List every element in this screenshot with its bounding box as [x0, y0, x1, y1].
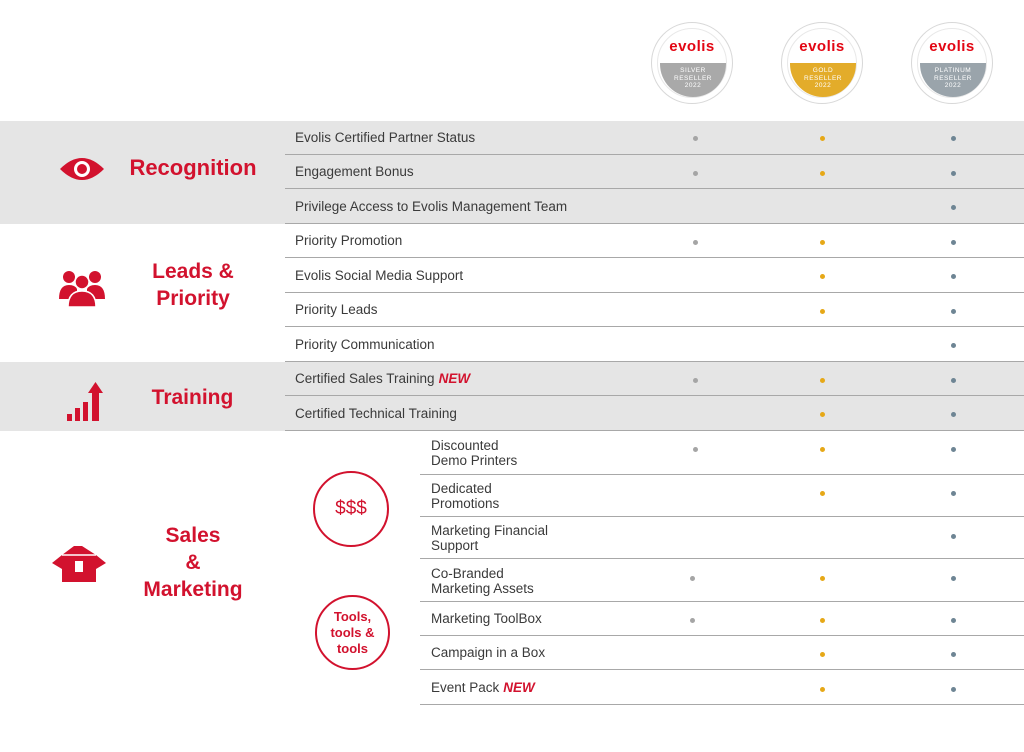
gold-dot [820, 136, 825, 141]
row-label-line1: Co-Branded [431, 565, 504, 581]
platinum-dot [951, 534, 956, 539]
table-row [420, 559, 1024, 602]
gold-dot [820, 652, 825, 657]
gold-dot [820, 274, 825, 279]
open-box-icon [52, 545, 106, 583]
row-label [295, 190, 567, 224]
platinum-dot [951, 171, 956, 176]
silver-dot [693, 171, 698, 176]
new-tag: NEW [503, 680, 535, 695]
table-row [420, 602, 1024, 636]
badge-type: RESELLER [934, 74, 972, 82]
table-row [285, 224, 1024, 258]
table-row [420, 636, 1024, 670]
gold-dot [820, 576, 825, 581]
row-label-text: Marketing ToolBox [431, 611, 542, 626]
gold-dot [820, 309, 825, 314]
gold-dot [820, 412, 825, 417]
badge-tier: PLATINUM [934, 67, 972, 74]
table-row [285, 155, 1024, 189]
row-label-text: Event Pack [431, 680, 500, 695]
row-label [431, 670, 535, 705]
table-row [285, 121, 1024, 155]
badge-type: RESELLER [804, 74, 842, 82]
badge-type: RESELLER [674, 74, 712, 82]
badge-year: 2022 [684, 82, 702, 89]
row-label-line1: Discounted [431, 438, 499, 453]
gold-reseller-badge [781, 22, 863, 104]
row-label-text: Priority Leads [295, 302, 378, 317]
tools-circle-line3: tools [336, 640, 369, 656]
silver-dot [690, 618, 695, 623]
row-label [295, 362, 470, 396]
table-row [285, 397, 1024, 431]
row-label [295, 293, 378, 327]
eye-icon [58, 155, 106, 183]
new-tag: NEW [438, 371, 471, 386]
platinum-dot [951, 491, 956, 496]
table-row [285, 190, 1024, 224]
category-leads-priority [128, 258, 258, 312]
row-label-text: Evolis Social Media Support [295, 268, 464, 283]
platinum-dot [951, 343, 956, 348]
platinum-dot [951, 652, 956, 657]
category-leads-line2: Priority [156, 287, 230, 310]
platinum-dot [951, 687, 956, 692]
growth-chart-icon [66, 380, 106, 422]
gold-dot [820, 618, 825, 623]
badge-tier: GOLD [812, 67, 834, 74]
row-label [295, 397, 457, 431]
row-label [431, 481, 591, 511]
platinum-dot [951, 240, 956, 245]
table-row [420, 475, 1024, 517]
row-label [295, 155, 414, 189]
badge-brand: evolis [799, 38, 845, 55]
table-row [285, 293, 1024, 327]
people-group-icon [59, 267, 105, 307]
tools-circle [315, 595, 390, 670]
category-sales-line2: & [185, 551, 201, 574]
gold-dot [820, 447, 825, 452]
row-label [295, 121, 475, 155]
row-label [431, 602, 542, 636]
row-label-text: Campaign in a Box [431, 645, 546, 660]
badge-year: 2022 [944, 82, 962, 89]
category-sales-marketing [128, 522, 258, 603]
platinum-dot [951, 412, 956, 417]
silver-dot [690, 576, 695, 581]
gold-dot [820, 171, 825, 176]
platinum-dot [951, 576, 956, 581]
money-circle-label: $$$ [335, 498, 367, 519]
row-label [431, 566, 591, 596]
row-label [431, 523, 591, 553]
platinum-dot [951, 274, 956, 279]
row-label [431, 636, 545, 670]
platinum-dot [951, 205, 956, 210]
table-row [285, 259, 1024, 293]
gold-dot [820, 491, 825, 496]
table-row [420, 670, 1024, 705]
row-label-line2: Marketing Assets [431, 580, 534, 596]
row-label-text: Priority Promotion [295, 233, 403, 248]
silver-dot [693, 136, 698, 141]
row-label-text: Engagement Bonus [295, 164, 414, 179]
platinum-reseller-badge [911, 22, 993, 104]
platinum-dot [951, 378, 956, 383]
row-label-line2: Support [431, 538, 479, 553]
silver-reseller-badge [651, 22, 733, 104]
platinum-dot [951, 309, 956, 314]
gold-dot [820, 687, 825, 692]
tools-circle-line2: tools & [330, 624, 375, 640]
gold-dot [820, 378, 825, 383]
badge-brand: evolis [669, 38, 715, 55]
row-label-line2: Demo Printers [431, 453, 518, 468]
platinum-dot [951, 447, 956, 452]
row-label [431, 438, 591, 468]
badge-tier: SILVER [680, 67, 706, 74]
gold-dot [820, 240, 825, 245]
row-label-line2: Promotions [431, 496, 500, 511]
silver-dot [693, 378, 698, 383]
row-label [295, 259, 463, 293]
tools-circle-line1: Tools, [333, 608, 372, 624]
row-label [295, 224, 402, 258]
silver-dot [693, 447, 698, 452]
category-training: Training [151, 386, 234, 409]
row-label-line1: Dedicated [431, 481, 492, 496]
badge-year: 2022 [814, 82, 832, 89]
money-circle [313, 471, 389, 547]
row-label-line1: Marketing Financial [431, 523, 549, 538]
badge-brand: evolis [929, 38, 975, 55]
row-label-text: Certified Technical Training [295, 406, 457, 421]
platinum-dot [951, 136, 956, 141]
silver-dot [693, 240, 698, 245]
table-row [285, 362, 1024, 396]
category-sales-line1: Sales [165, 524, 221, 547]
platinum-dot [951, 618, 956, 623]
table-row [285, 328, 1024, 362]
table-row [420, 431, 1024, 475]
row-label [295, 328, 435, 362]
category-leads-line1: Leads & [152, 260, 234, 283]
row-label-text: Privilege Access to Evolis Management Team [295, 199, 568, 214]
category-recognition: Recognition [129, 155, 257, 180]
category-sales-line3: Marketing [143, 578, 243, 601]
row-label-text: Certified Sales Training [295, 371, 435, 386]
table-row [420, 517, 1024, 559]
row-label-text: Priority Communication [295, 337, 435, 352]
row-label-text: Evolis Certified Partner Status [295, 130, 476, 145]
